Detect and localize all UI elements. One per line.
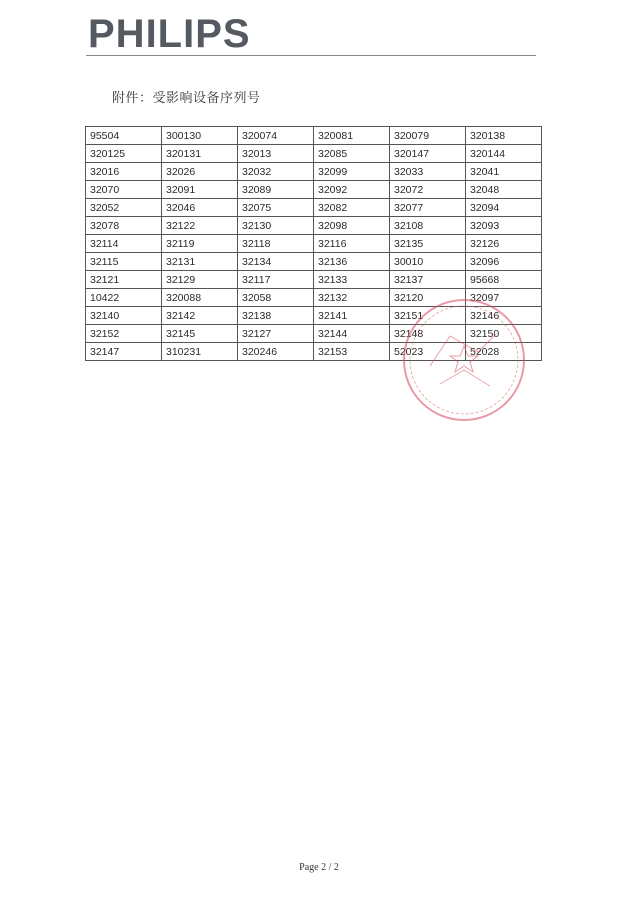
serial-cell: 32119 xyxy=(162,235,238,253)
serial-cell: 32142 xyxy=(162,307,238,325)
serial-cell: 32013 xyxy=(238,145,314,163)
serial-cell: 32140 xyxy=(86,307,162,325)
serial-cell: 32032 xyxy=(238,163,314,181)
table-row xyxy=(86,181,542,199)
serial-cell: 32134 xyxy=(238,253,314,271)
serial-cell: 320088 xyxy=(162,289,238,307)
serial-cell: 320144 xyxy=(466,145,542,163)
page-footer: Page 2 / 2 xyxy=(299,862,339,873)
serial-cell: 320125 xyxy=(86,145,162,163)
serial-cell: 32153 xyxy=(314,343,390,361)
serial-cell: 30010 xyxy=(390,253,466,271)
serial-cell: 320079 xyxy=(390,127,466,145)
serial-cell: 32136 xyxy=(314,253,390,271)
table-row xyxy=(86,343,542,361)
serial-cell: 32058 xyxy=(238,289,314,307)
serial-cell: 320081 xyxy=(314,127,390,145)
table-row xyxy=(86,217,542,235)
serial-cell: 32150 xyxy=(466,325,542,343)
serial-cell: 32122 xyxy=(162,217,238,235)
table-row xyxy=(86,199,542,217)
serial-cell: 32137 xyxy=(390,271,466,289)
serial-cell: 32129 xyxy=(162,271,238,289)
serial-cell: 32126 xyxy=(466,235,542,253)
serial-number-table xyxy=(85,126,542,361)
serial-cell: 32078 xyxy=(86,217,162,235)
serial-cell: 32131 xyxy=(162,253,238,271)
header-rule xyxy=(86,55,536,56)
serial-cell: 32094 xyxy=(466,199,542,217)
serial-cell: 32026 xyxy=(162,163,238,181)
serial-cell: 32085 xyxy=(314,145,390,163)
serial-cell: 32052 xyxy=(86,199,162,217)
serial-cell: 32127 xyxy=(238,325,314,343)
serial-cell: 32121 xyxy=(86,271,162,289)
serial-cell: 320138 xyxy=(466,127,542,145)
serial-cell: 32091 xyxy=(162,181,238,199)
serial-cell: 32152 xyxy=(86,325,162,343)
serial-cell: 320147 xyxy=(390,145,466,163)
table-row xyxy=(86,235,542,253)
table-row xyxy=(86,145,542,163)
serial-cell: 32133 xyxy=(314,271,390,289)
serial-cell: 320131 xyxy=(162,145,238,163)
serial-cell: 32135 xyxy=(390,235,466,253)
serial-cell: 32099 xyxy=(314,163,390,181)
serial-cell: 320246 xyxy=(238,343,314,361)
serial-cell: 10422 xyxy=(86,289,162,307)
serial-cell: 32138 xyxy=(238,307,314,325)
serial-cell: 320074 xyxy=(238,127,314,145)
serial-cell: 32046 xyxy=(162,199,238,217)
serial-cell: 32146 xyxy=(466,307,542,325)
serial-cell: 32116 xyxy=(314,235,390,253)
serial-cell: 32145 xyxy=(162,325,238,343)
table-row xyxy=(86,253,542,271)
serial-cell: 32118 xyxy=(238,235,314,253)
table-row xyxy=(86,163,542,181)
serial-cell: 300130 xyxy=(162,127,238,145)
serial-cell: 32108 xyxy=(390,217,466,235)
serial-cell: 32082 xyxy=(314,199,390,217)
table-row xyxy=(86,127,542,145)
serial-cell: 32075 xyxy=(238,199,314,217)
table-row xyxy=(86,271,542,289)
serial-cell: 32151 xyxy=(390,307,466,325)
serial-cell: 32115 xyxy=(86,253,162,271)
serial-cell: 52023 xyxy=(390,343,466,361)
serial-cell: 32120 xyxy=(390,289,466,307)
serial-cell: 32130 xyxy=(238,217,314,235)
serial-cell: 32114 xyxy=(86,235,162,253)
serial-cell: 32097 xyxy=(466,289,542,307)
table-row xyxy=(86,325,542,343)
serial-cell: 52028 xyxy=(466,343,542,361)
serial-cell: 310231 xyxy=(162,343,238,361)
serial-cell: 32070 xyxy=(86,181,162,199)
serial-cell: 32041 xyxy=(466,163,542,181)
serial-cell: 32148 xyxy=(390,325,466,343)
table-row xyxy=(86,289,542,307)
serial-cell: 32072 xyxy=(390,181,466,199)
serial-cell: 32141 xyxy=(314,307,390,325)
serial-cell: 32092 xyxy=(314,181,390,199)
serial-cell: 32117 xyxy=(238,271,314,289)
serial-cell: 32098 xyxy=(314,217,390,235)
serial-cell: 32033 xyxy=(390,163,466,181)
philips-logo: PHILIPS xyxy=(88,12,251,56)
serial-cell: 32132 xyxy=(314,289,390,307)
serial-cell: 32093 xyxy=(466,217,542,235)
serial-cell: 95668 xyxy=(466,271,542,289)
table-row xyxy=(86,307,542,325)
serial-cell: 32077 xyxy=(390,199,466,217)
serial-cell: 32147 xyxy=(86,343,162,361)
serial-cell: 95504 xyxy=(86,127,162,145)
serial-cell: 32048 xyxy=(466,181,542,199)
serial-cell: 32144 xyxy=(314,325,390,343)
serial-cell: 32016 xyxy=(86,163,162,181)
serial-cell: 32096 xyxy=(466,253,542,271)
serial-cell: 32089 xyxy=(238,181,314,199)
attachment-caption: 附件：受影响设备序列号 xyxy=(112,91,261,106)
